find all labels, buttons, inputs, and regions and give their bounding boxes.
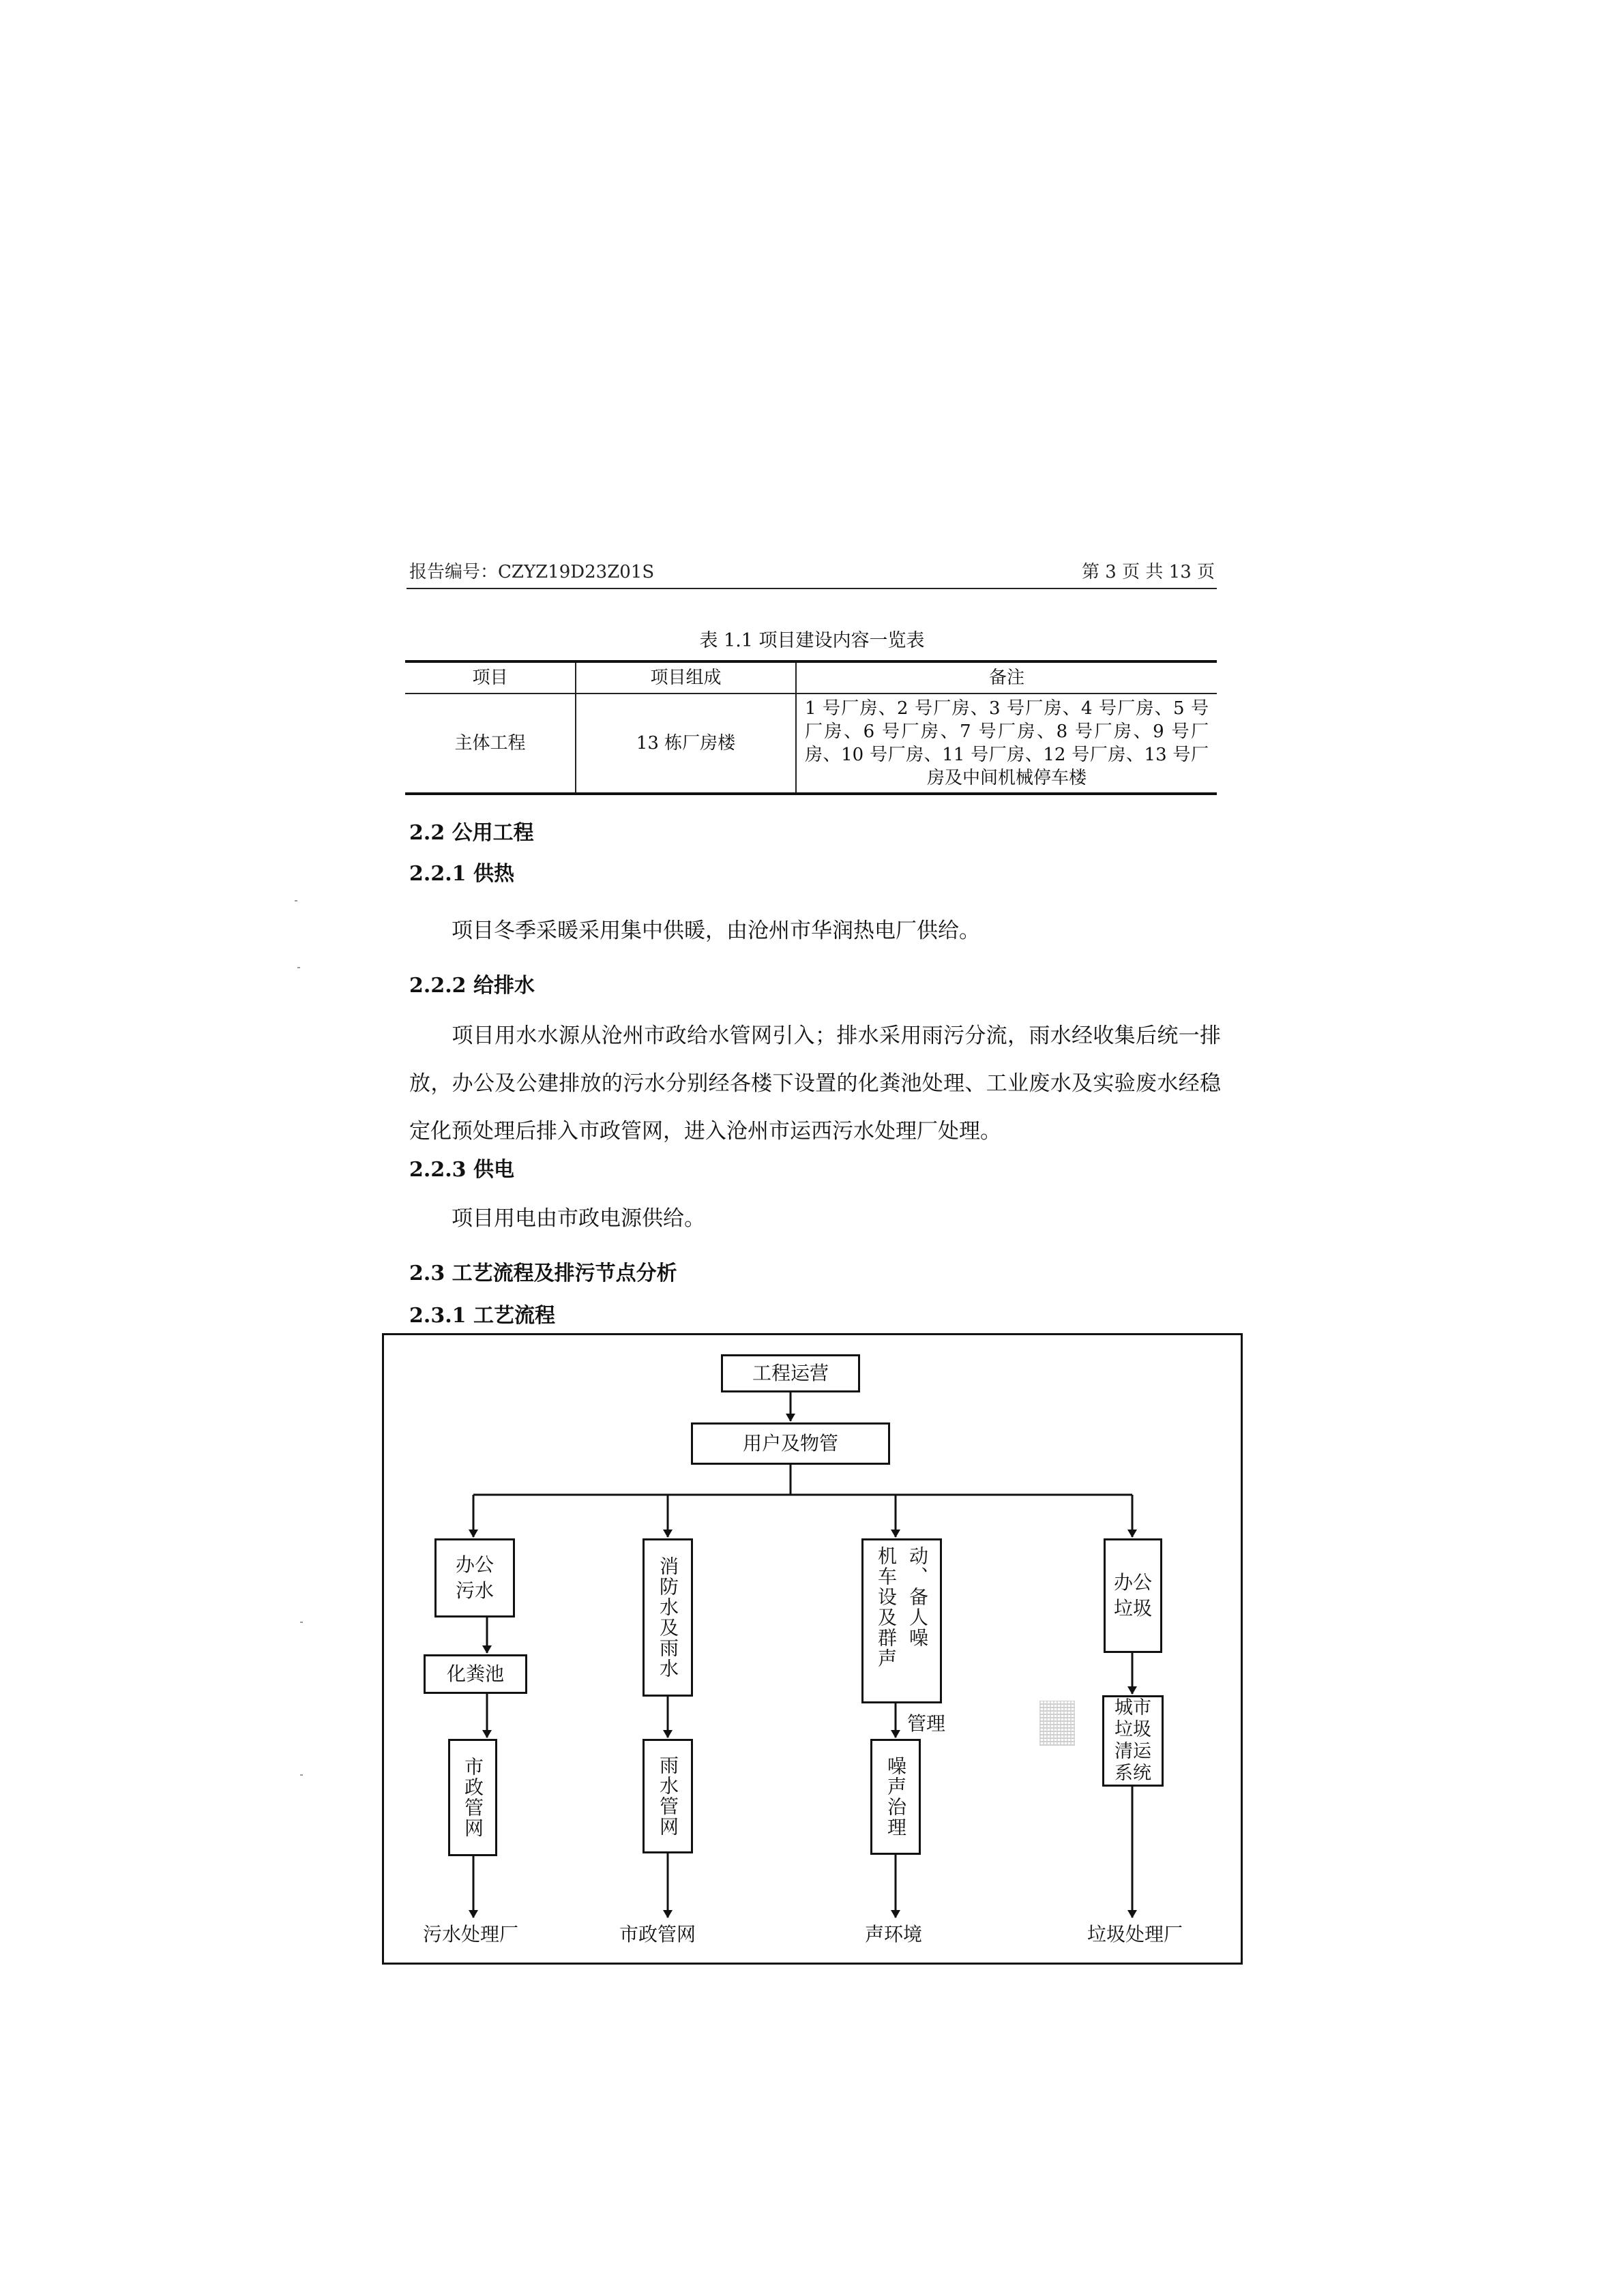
box-vehicles-noise-right: 动、备人噪	[906, 1546, 929, 1648]
box-municipal-pipe-network-label: 市政管网	[462, 1757, 484, 1838]
scan-speck	[300, 1622, 303, 1623]
box-septic-tank-label: 化粪池	[446, 1663, 504, 1685]
paragraph-power-text: 项目用电由市政电源供给。	[452, 1206, 705, 1231]
box-vehicles-noise-left: 机车设及群声	[875, 1546, 898, 1669]
box-city-garbage-line4: 系统	[1114, 1763, 1151, 1784]
box-vehicles-equipment-noise	[861, 1538, 942, 1703]
box-city-garbage-line3: 清运	[1114, 1741, 1151, 1762]
box-fire-water-rain-label: 消防水及雨水	[657, 1556, 679, 1679]
box-fire-water-rain	[643, 1538, 693, 1697]
col-header-note: 备注	[796, 661, 1217, 694]
box-rainwater-network-label: 雨水管网	[657, 1755, 679, 1837]
heading-2-3: 2.3 工艺流程及排污节点分析	[409, 1262, 677, 1285]
label-management: 管理	[907, 1712, 946, 1735]
paragraph-water-text: 项目用水水源从沧州市政给水管网引入；排水采用雨污分流，雨水经收集后统一排放，办公及公建排放的污水分别经各楼下设置的化粪池处理、工业废水及实验废水经稳定化预处理后排入市政管网，进入沧州市运西污水处理厂处理。	[409, 1024, 1221, 1144]
col-header-item: 项目	[405, 661, 576, 694]
heading-2-2-2: 2.2.2 给排水	[409, 974, 535, 998]
box-noise-treatment	[870, 1739, 921, 1855]
box-users-property-label: 用户及物管	[742, 1432, 838, 1455]
scan-speck	[300, 1774, 303, 1776]
box-office-garbage-line2: 垃圾	[1113, 1597, 1152, 1620]
cell-composition: 13 栋厂房楼	[576, 694, 796, 794]
box-users-property	[691, 1422, 890, 1465]
heading-2-3-1: 2.3.1 工艺流程	[409, 1304, 555, 1328]
box-municipal-pipe-network	[448, 1739, 497, 1856]
box-city-garbage-line1: 城市	[1114, 1697, 1151, 1718]
box-engineering-operation-label: 工程运营	[752, 1362, 829, 1384]
cell-note: 1 号厂房、2 号厂房、3 号厂房、4 号厂房、5 号厂房、6 号厂房、7 号厂房、8 号厂房、9 号厂房、10 号厂房、11 号厂房、12 号厂房、13 号厂房及中间机械停车楼	[796, 694, 1217, 794]
box-office-sewage	[434, 1538, 515, 1617]
output-sewage-plant: 污水处理厂	[423, 1923, 519, 1945]
heading-2-2-3: 2.2.3 供电	[409, 1158, 514, 1182]
page-indicator: 第 3 页 共 13 页	[1082, 562, 1215, 582]
box-office-sewage-line1: 办公	[455, 1553, 494, 1576]
cell-item: 主体工程	[405, 694, 576, 794]
box-city-garbage-line2: 垃圾	[1114, 1719, 1151, 1740]
scan-speck	[295, 900, 297, 901]
col-header-composition: 项目组成	[576, 661, 796, 694]
box-engineering-operation	[721, 1354, 860, 1392]
box-office-garbage-line1: 办公	[1113, 1571, 1152, 1594]
heading-2-2-1: 2.2.1 供热	[409, 862, 514, 886]
heading-2-2: 2.2 公用工程	[409, 821, 534, 845]
box-rainwater-network	[643, 1739, 693, 1853]
scan-artifact	[1039, 1701, 1075, 1746]
scan-speck	[297, 967, 300, 968]
paragraph-heating-text: 项目冬季采暖采用集中供暖，由沧州市华润热电厂供给。	[452, 919, 980, 943]
box-septic-tank	[424, 1654, 527, 1694]
box-office-garbage	[1104, 1538, 1162, 1653]
output-garbage-plant: 垃圾处理厂	[1087, 1923, 1183, 1945]
box-office-sewage-line2: 污水	[455, 1579, 494, 1602]
report-number: 报告编号：CZYZ19D23Z01S	[409, 562, 655, 582]
output-acoustic-environment: 声环境	[865, 1923, 923, 1945]
box-city-garbage-system	[1102, 1695, 1164, 1787]
table-caption: 表 1.1 项目建设内容一览表	[699, 630, 925, 651]
box-noise-treatment-label: 噪声治理	[885, 1756, 907, 1838]
output-municipal-network: 市政管网	[619, 1923, 696, 1945]
